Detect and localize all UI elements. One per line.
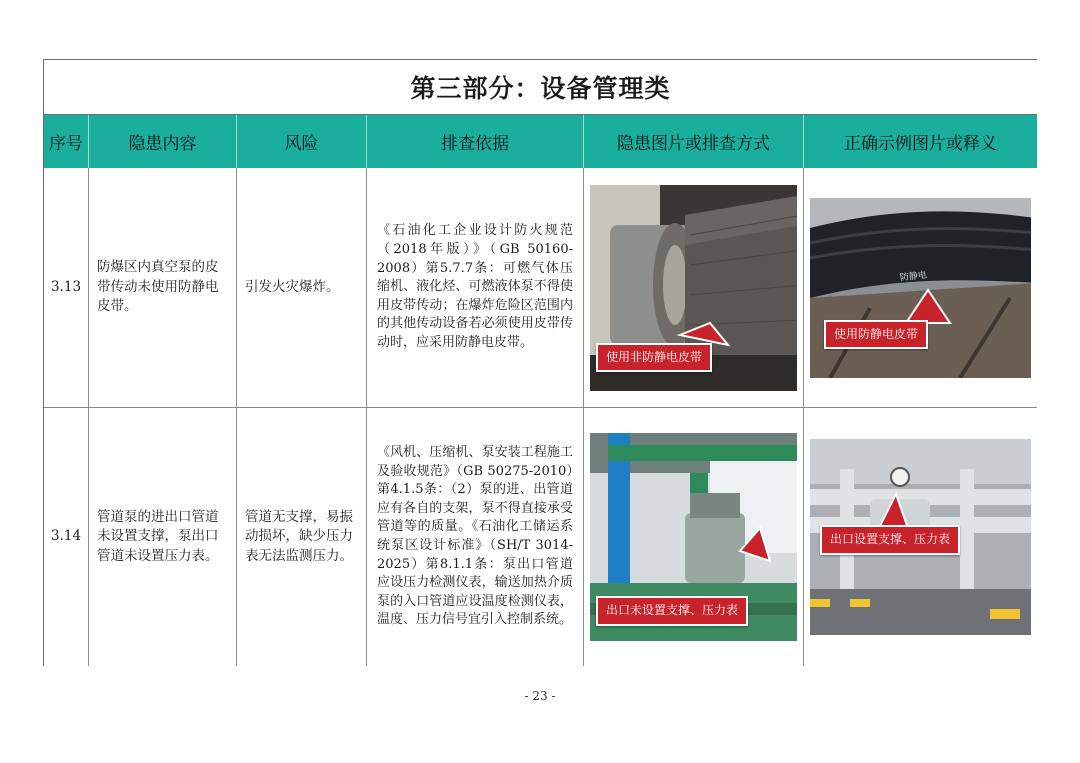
belt-print-text: 防静电: [899, 270, 928, 283]
table-header: [44, 115, 1037, 168]
hazard-table: [43, 59, 1037, 666]
basis-cell: [367, 168, 584, 407]
header-hazard-photo: 隐患图片或排查方式: [584, 115, 804, 168]
table-row: [44, 168, 1037, 408]
hazard-cell: [89, 168, 237, 407]
pump-correct-photo: [810, 439, 1031, 635]
hazard-photo-cell: [584, 168, 804, 407]
hazard-cell: [89, 408, 237, 666]
hazard-callout: 出口未设置支撑、压力表: [596, 596, 748, 626]
correct-callout: 使用防静电皮带: [824, 320, 928, 350]
belt-correct-photo: [810, 198, 1031, 378]
header-basis: 排查依据: [367, 115, 584, 168]
basis-cell: [367, 408, 584, 666]
risk-text: 引发火灾爆炸。: [245, 278, 340, 295]
header-no: 序号: [44, 115, 89, 168]
table-row: [44, 408, 1037, 666]
header-correct-photo: 正确示例图片或释义: [844, 134, 997, 154]
correct-photo-cell: [804, 408, 1037, 666]
risk-cell: [237, 168, 367, 407]
hazard-callout: 使用非防静电皮带: [596, 343, 712, 373]
basis-text: 《风机、压缩机、泵安装工程施工及验收规范》（GB 50275-2010）第4.1.5条：（2）泵的进、出管道应有各自的支架，泵不得直接承受管道等的质量。《石油化工储运系统泵区设计标准》（SH/T 3014-2025）第8.1.1条：泵出口管道应设压力检测仪表，输送加热介质泵的入口管道应设温度检测仪表，温度、压力信号宜引入控制系统。: [377, 445, 573, 628]
row-number: 3.13: [44, 168, 89, 407]
risk-text: 管道无支撑，易振动损坏，缺少压力表无法监测压力。: [245, 508, 353, 564]
hazard-text: 防爆区内真空泵的皮带传动未使用防静电皮带。: [97, 259, 219, 315]
basis-text: 《石油化工企业设计防火规范（2018年版）》（GB 50160-2008）第5.7.7条：可燃气体压缩机、液化烃、可燃液体泵不得使用皮带传动；在爆炸危险区范围内的其他传动设备若必须使用皮带传动时，应采用防静电皮带。: [377, 223, 573, 350]
pump-hazard-photo: [590, 433, 797, 641]
hazard-text: 管道泵的进出口管道未设置支撑，泵出口管道未设置压力表。: [97, 508, 219, 564]
row-number: 3.14: [44, 408, 89, 666]
header-risk: 风险: [237, 115, 367, 168]
risk-cell: [237, 408, 367, 666]
hazard-photo-cell: [584, 408, 804, 666]
section-title: 第三部分：设备管理类: [44, 60, 1037, 115]
header-hazard: 隐患内容: [89, 115, 237, 168]
correct-photo-cell: [804, 168, 1037, 407]
page-number: - 23 -: [524, 689, 556, 703]
belt-hazard-photo: [590, 185, 797, 391]
correct-callout: 出口设置支撑、压力表: [820, 525, 960, 555]
